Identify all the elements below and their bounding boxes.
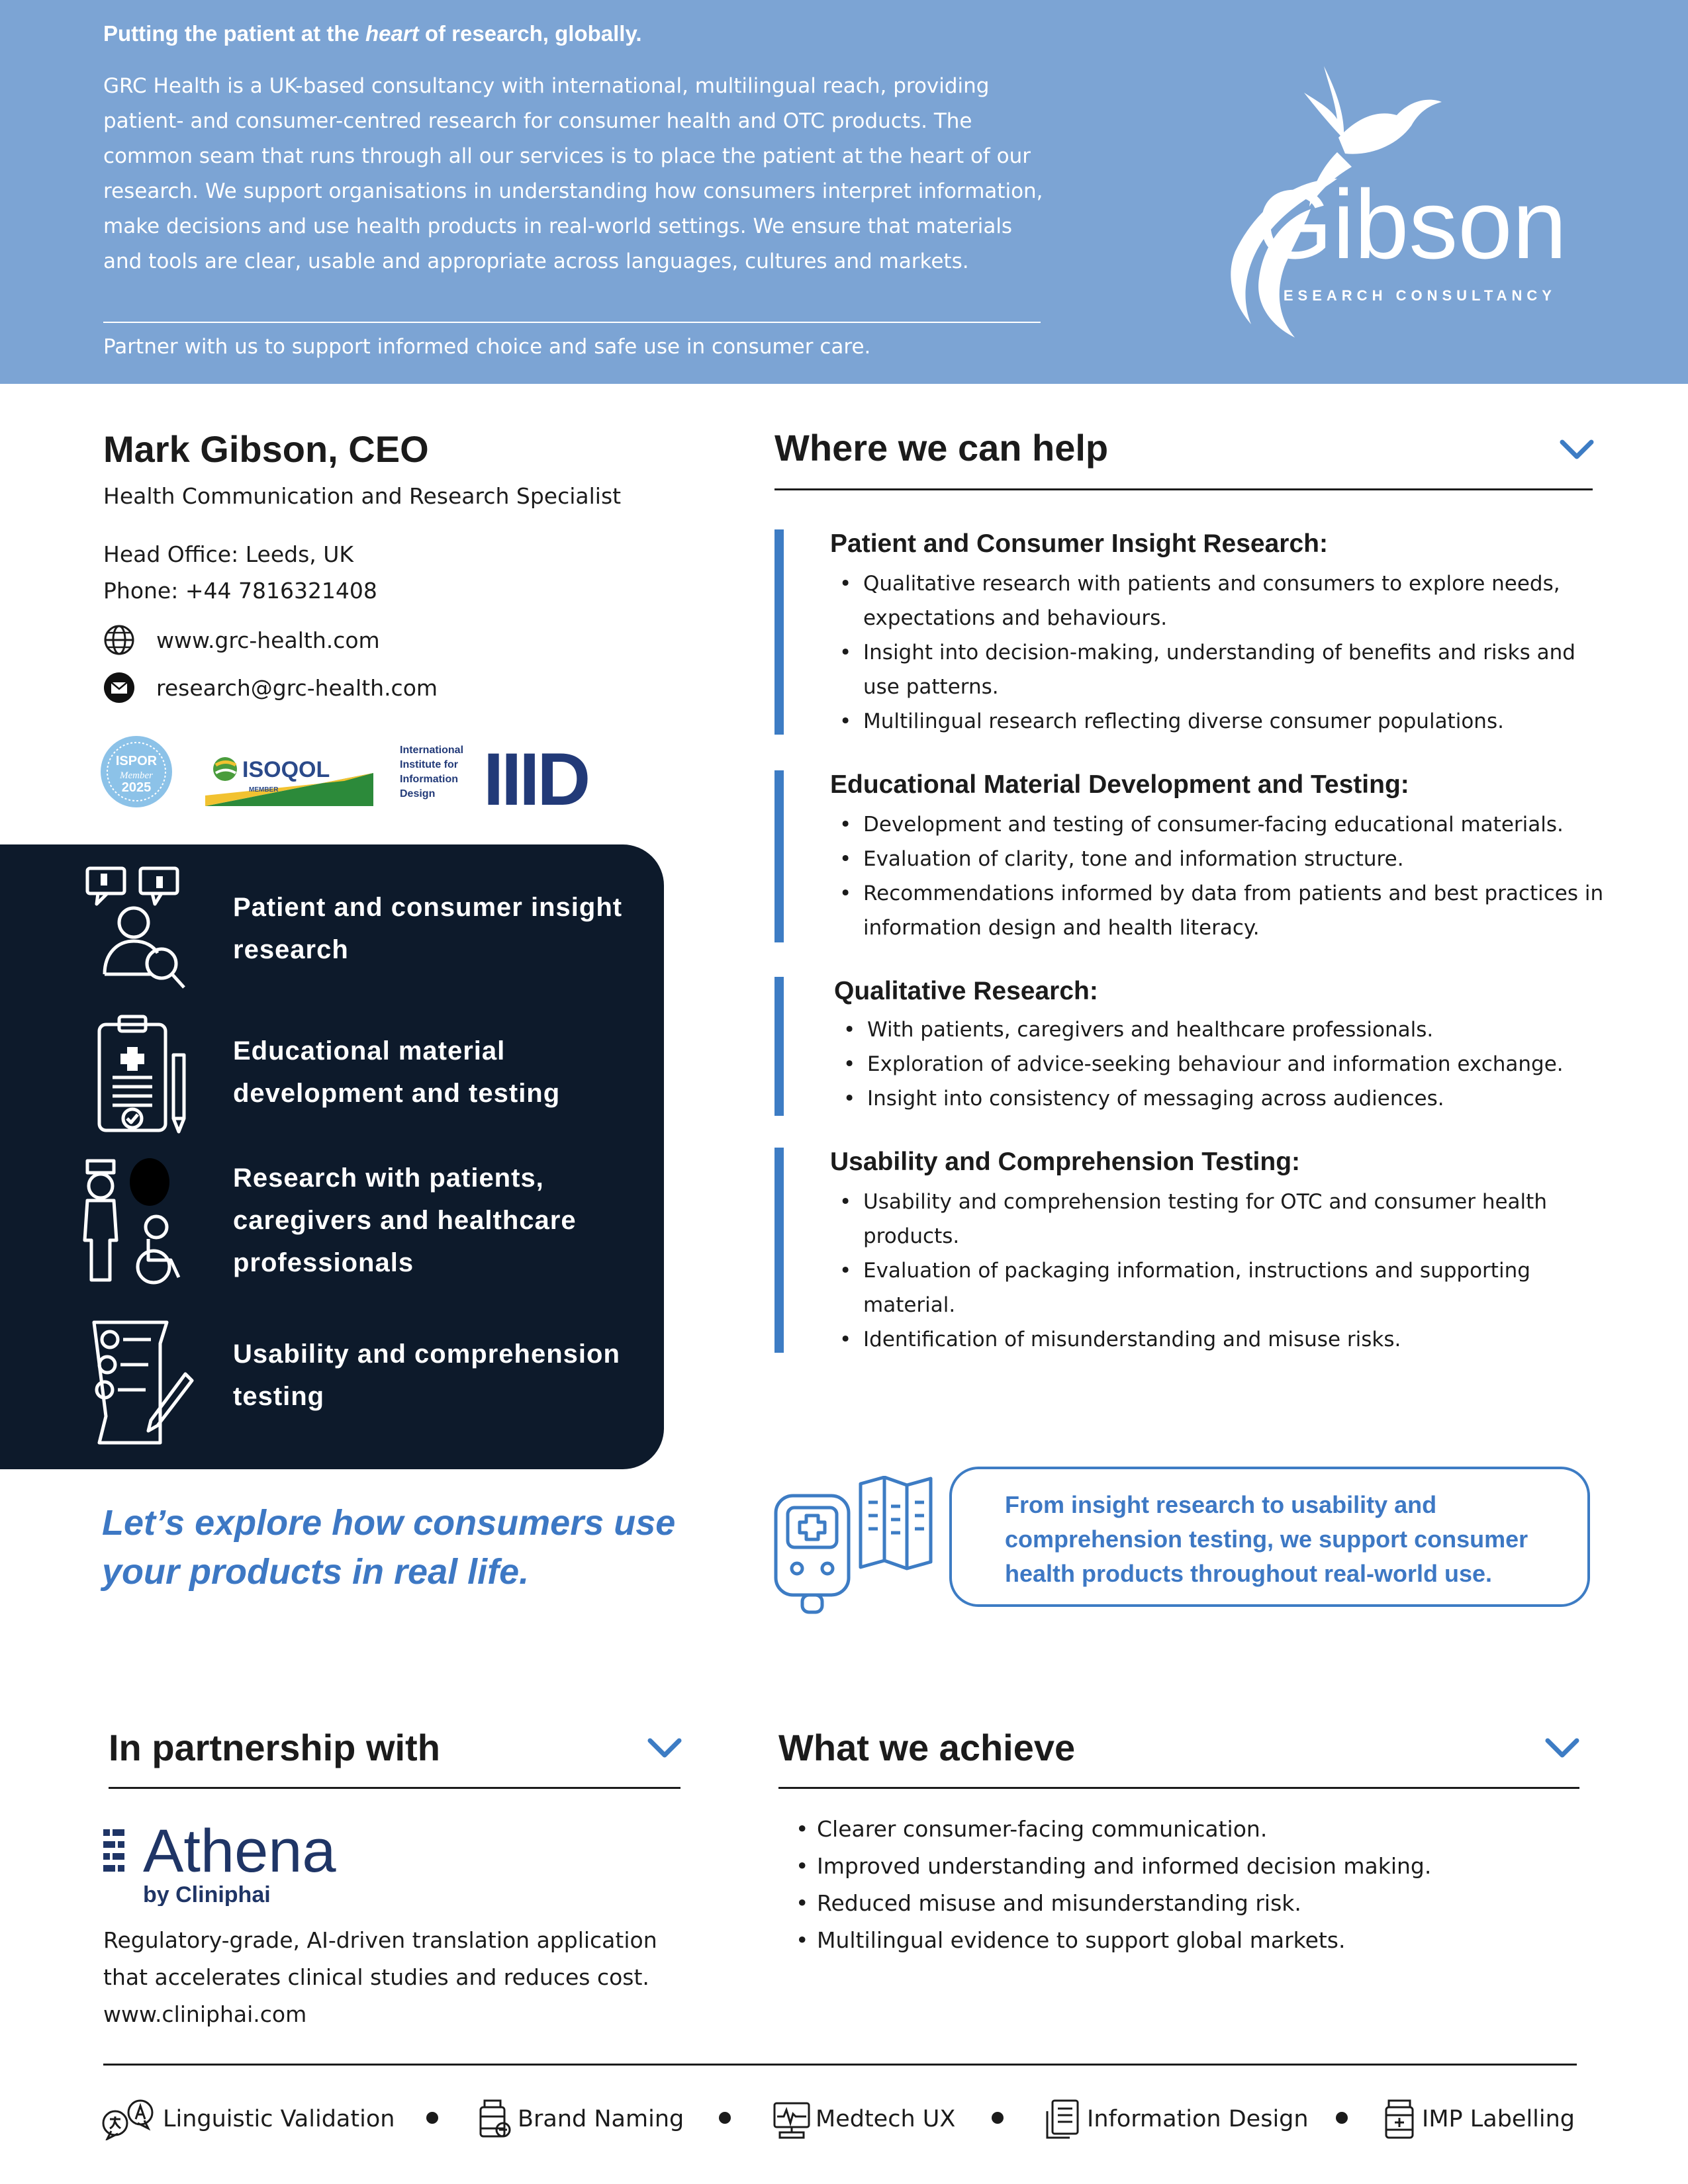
list-item: • With patients, caregivers and healthcare professionals. (867, 1013, 1615, 1047)
ispor-badge (101, 736, 172, 807)
svg-text:ISOQOL: ISOQOL (242, 757, 330, 782)
service-label: Research with patients, caregivers and healthcare professionals (233, 1163, 577, 1277)
help-block-list (830, 1185, 1611, 1357)
membership-badges (99, 735, 609, 814)
svg-text:Information: Information (400, 774, 458, 785)
footer-item (772, 2097, 955, 2142)
svg-text:RESEARCH CONSULTANCY: RESEARCH CONSULTANCY (1268, 287, 1556, 304)
clipboard-pen-icon (79, 1009, 199, 1141)
help-block-list (830, 807, 1611, 945)
website-row[interactable] (103, 623, 380, 657)
footer-item (101, 2097, 395, 2142)
footer-separator (426, 2112, 438, 2124)
phone-number[interactable]: Phone: +44 7816321408 (103, 578, 377, 604)
office-address: Head Office: Leeds, UK (103, 541, 354, 567)
help-block-title: Qualitative Research: (834, 977, 1098, 1005)
footer-label: Medtech UX (816, 2106, 956, 2132)
help-block-title: Patient and Consumer Insight Research: (830, 529, 1328, 558)
translate-icon (101, 2098, 159, 2140)
callout-box (949, 1467, 1590, 1607)
svg-text:2025: 2025 (121, 780, 152, 795)
svg-text:Institute for: Institute for (400, 759, 458, 770)
list-item: • Evaluation of clarity, tone and information structure. (863, 842, 1611, 876)
chevron-down-icon[interactable] (1558, 437, 1595, 463)
help-block-title: Usability and Comprehension Testing: (830, 1148, 1301, 1176)
footer-item (474, 2097, 684, 2142)
help-block-title: Educational Material Development and Testing: (830, 770, 1409, 799)
svg-text:Design: Design (400, 788, 436, 799)
help-divider (774, 488, 1593, 490)
achieve-divider (778, 1787, 1579, 1789)
list-item: • Development and testing of consumer-facing educational materials. (863, 807, 1611, 842)
help-block (774, 770, 1602, 942)
svg-text:MEMBER: MEMBER (249, 786, 279, 794)
device-leaflet-icon (768, 1476, 940, 1615)
gibson-logo (1172, 53, 1582, 344)
list-item: • Insight into consistency of messaging across audiences. (867, 1081, 1615, 1116)
pill-jar-icon (1381, 2098, 1418, 2140)
footer-label: Brand Naming (518, 2106, 684, 2132)
list-item: • Evaluation of packaging information, instructions and supporting material. (863, 1253, 1611, 1322)
service-label: Patient and consumer insight research (233, 893, 623, 964)
isoqol-badge (205, 757, 373, 806)
caregiver-patient-icon (79, 1154, 199, 1287)
footer-separator (719, 2112, 731, 2124)
feedback-user-icon (79, 860, 199, 993)
medicine-bottle-icon (474, 2098, 514, 2140)
service-label: Usability and comprehension testing (233, 1340, 620, 1411)
help-block (774, 977, 1602, 1116)
help-block (774, 1148, 1602, 1353)
svg-text:Gibson: Gibson (1256, 170, 1567, 279)
hero-divider (103, 322, 1041, 323)
ceo-name: Mark Gibson, CEO (103, 428, 429, 470)
svg-text:Athena: Athena (143, 1820, 336, 1885)
svg-text:IIID: IIID (483, 738, 588, 814)
partnership-divider (109, 1787, 680, 1789)
explore-tagline: Let’s explore how consumers use your products in real life. (102, 1503, 676, 1592)
svg-text:Member: Member (120, 770, 153, 781)
medical-monitor-icon (772, 2098, 812, 2140)
list-item: • Exploration of advice-seeking behaviour and information exchange. (867, 1047, 1615, 1081)
globe-icon (103, 624, 135, 656)
athena-desc-text: Regulatory-grade, AI-driven translation application that accelerates clinical studies and reduces cost. (103, 1927, 657, 1990)
email-row[interactable] (103, 671, 438, 704)
partner-line: Partner with us to support informed choice and safe use in consumer care. (103, 335, 871, 359)
service-label: Educational material development and testing (233, 1036, 561, 1108)
envelope-icon (103, 672, 135, 704)
survey-form-icon (79, 1317, 199, 1449)
document-icon (1043, 2098, 1083, 2140)
ceo-title: Health Communication and Research Specialist (103, 483, 622, 509)
footer-label: Information Design (1087, 2106, 1309, 2132)
help-title: Where we can help (774, 427, 1109, 469)
list-item: • Recommendations informed by data from patients and best practices in information design and health literacy. (863, 876, 1611, 945)
callout-text: From insight research to usability and comprehension testing, we support consumer health products throughout real-world use. (1005, 1491, 1528, 1587)
footer-item (1381, 2097, 1575, 2142)
help-block-list (834, 1013, 1615, 1116)
achieve-list (793, 1811, 1611, 1959)
help-block (774, 529, 1602, 735)
footer-separator (1336, 2112, 1348, 2124)
achieve-title: What we achieve (778, 1727, 1076, 1768)
svg-text:by Cliniphai: by Cliniphai (143, 1882, 271, 1906)
list-item: • Clearer consumer-facing communication. (817, 1811, 1611, 1848)
list-item: • Reduced misuse and misunderstanding risk. (817, 1885, 1611, 1922)
footer-label: Linguistic Validation (163, 2106, 395, 2132)
cliniphai-link[interactable]: www.cliniphai.com (103, 2001, 307, 2027)
list-item: • Qualitative research with patients and consumers to explore needs, expectations and behaviours. (863, 567, 1611, 635)
athena-description (103, 1922, 699, 2033)
iiid-badge (400, 738, 588, 814)
accent-bar (774, 770, 784, 942)
list-item: • Multilingual research reflecting diverse consumer populations. (863, 704, 1611, 739)
footer-divider (103, 2064, 1577, 2066)
svg-text:International: International (400, 745, 464, 756)
list-item: • Insight into decision-making, understanding of benefits and risks and use patterns. (863, 635, 1611, 704)
footer-item (1043, 2097, 1309, 2142)
website-link[interactable]: www.grc-health.com (156, 627, 380, 653)
accent-bar (774, 977, 784, 1116)
svg-text:ISPOR: ISPOR (115, 754, 158, 768)
athena-logo[interactable] (103, 1820, 381, 1906)
tagline: Putting the patient at the heart of research, globally. (103, 21, 642, 46)
chevron-down-icon[interactable] (1544, 1735, 1581, 1762)
list-item: • Identification of misunderstanding and misuse risks. (863, 1322, 1611, 1357)
accent-bar (774, 529, 784, 735)
footer-separator (992, 2112, 1004, 2124)
accent-bar (774, 1148, 784, 1353)
list-item: • Improved understanding and informed decision making. (817, 1848, 1611, 1885)
partnership-title: In partnership with (109, 1727, 440, 1768)
chevron-down-icon[interactable] (646, 1735, 683, 1762)
help-block-list (830, 567, 1611, 739)
email-link[interactable]: research@grc-health.com (156, 674, 438, 701)
intro-paragraph: GRC Health is a UK-based consultancy with international, multilingual reach, providing patient- and consumer-centred research for consumer health and OTC products. The common seam that runs through all our services is to place the patient at the heart of our research. We support organisations in understanding how consumers interpret information, make decisions and use health products in real-world settings. We ensure that materials and tools are clear, usable and appropriate across languages, cultures and markets. (103, 74, 1043, 273)
list-item: • Multilingual evidence to support global markets. (817, 1922, 1611, 1959)
list-item: • Usability and comprehension testing for OTC and consumer health products. (863, 1185, 1611, 1253)
footer-label: IMP Labelling (1422, 2106, 1575, 2132)
